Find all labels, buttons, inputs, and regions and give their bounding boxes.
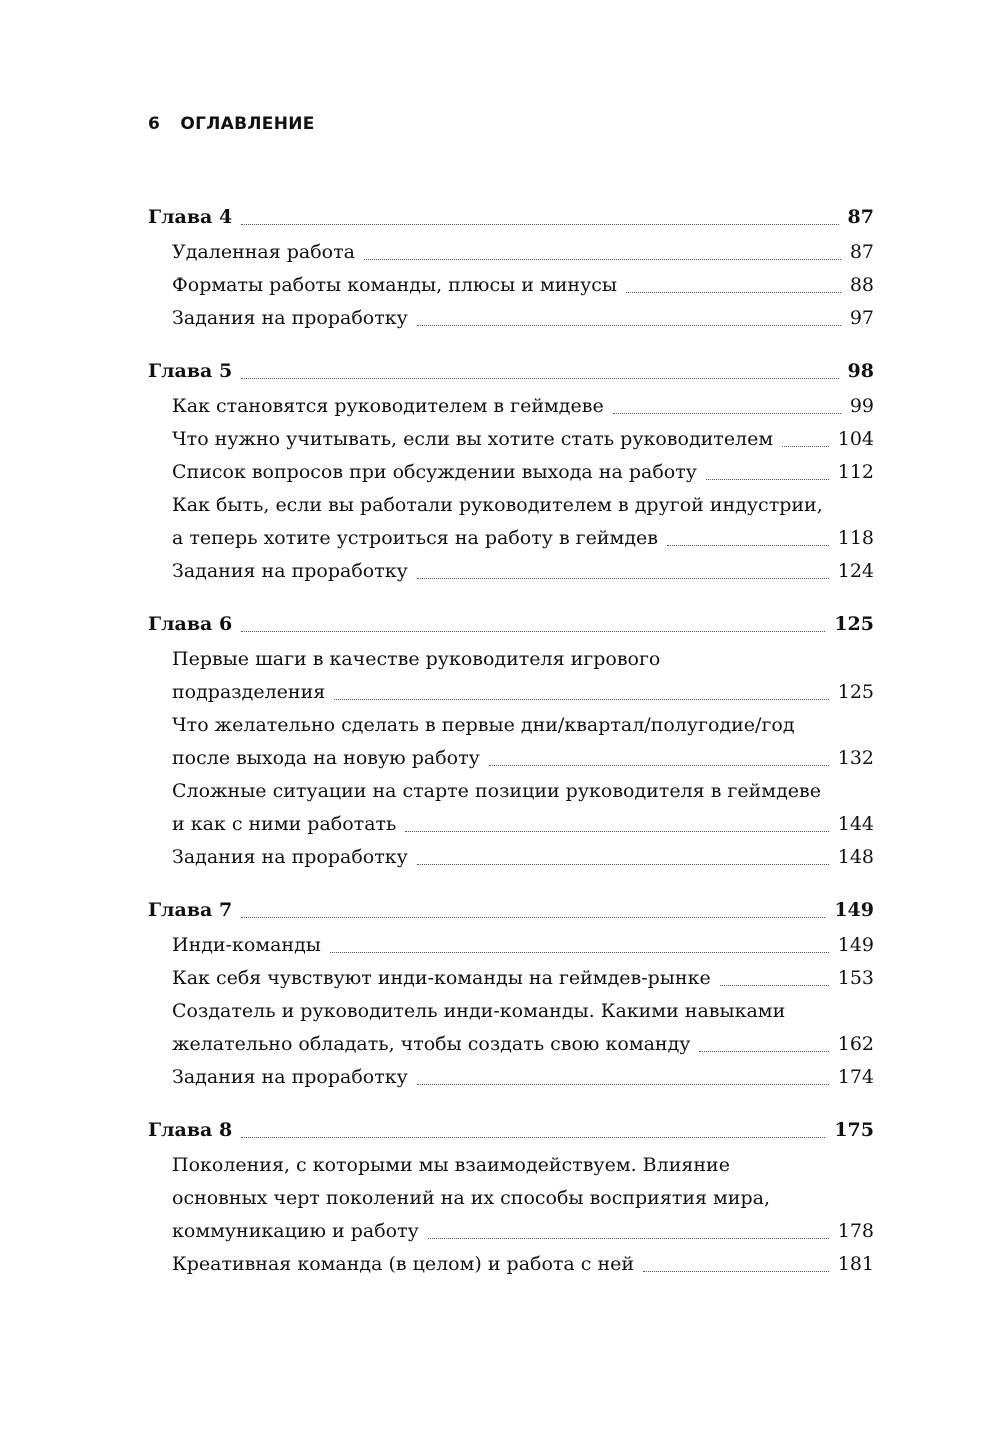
entry-title-line: Первые шаги в качестве руководителя игрового bbox=[172, 648, 661, 670]
entry-title: коммуникацию и работу bbox=[172, 1220, 419, 1242]
chapter-heading[interactable] bbox=[148, 200, 874, 234]
entry-page-number: 162 bbox=[837, 1033, 874, 1055]
toc-entry[interactable] bbox=[148, 841, 874, 874]
entry-row bbox=[148, 236, 874, 269]
entry-page-number: 148 bbox=[837, 846, 874, 868]
toc-entry[interactable] bbox=[148, 1149, 874, 1248]
dot-leader bbox=[364, 259, 841, 260]
dot-leader bbox=[241, 224, 838, 225]
entry-row bbox=[148, 456, 874, 489]
entry-title: Задания на проработку bbox=[172, 846, 408, 868]
toc-entry[interactable] bbox=[148, 962, 874, 995]
entry-title-line: Сложные ситуации на старте позиции руководителя в геймдеве bbox=[172, 780, 821, 802]
entry-page-number: 153 bbox=[837, 967, 874, 989]
entry-title: и как с ними работать bbox=[172, 813, 397, 835]
toc-entry[interactable] bbox=[148, 555, 874, 588]
toc-entry[interactable] bbox=[148, 390, 874, 423]
entry-title-line: Как быть, если вы работали руководителем в другой индустрии, bbox=[172, 494, 823, 516]
entry-title: Форматы работы команды, плюсы и минусы bbox=[172, 274, 618, 296]
entry-title: Инди-команды bbox=[172, 934, 321, 956]
entry-title: Как становятся руководителем в геймдеве bbox=[172, 395, 604, 417]
dot-leader bbox=[643, 1271, 829, 1272]
chapter-section bbox=[148, 200, 874, 335]
chapter-heading[interactable] bbox=[148, 1113, 874, 1147]
entry-row bbox=[148, 1061, 874, 1094]
chapter-page-number: 149 bbox=[834, 899, 874, 921]
entry-title: Что нужно учитывать, если вы хотите стать руководителем bbox=[172, 428, 774, 450]
entry-row bbox=[148, 1028, 874, 1061]
dot-leader bbox=[613, 413, 841, 414]
toc-entry[interactable] bbox=[148, 302, 874, 335]
entry-title: Как себя чувствуют инди-команды на геймдев-рынке bbox=[172, 967, 711, 989]
entry-page-number: 97 bbox=[849, 307, 874, 329]
entry-page-number: 178 bbox=[837, 1220, 874, 1242]
entry-row bbox=[148, 742, 874, 775]
page-title: ОГЛАВЛЕНИЕ bbox=[180, 114, 315, 134]
entry-title: подразделения bbox=[172, 681, 326, 703]
entry-row bbox=[148, 929, 874, 962]
entry-title: Задания на проработку bbox=[172, 307, 408, 329]
dot-leader bbox=[417, 1084, 829, 1085]
entry-page-number: 181 bbox=[837, 1253, 874, 1275]
dot-leader bbox=[667, 545, 829, 546]
entry-page-number: 104 bbox=[837, 428, 874, 450]
entry-page-number: 118 bbox=[837, 527, 874, 549]
dot-leader bbox=[417, 578, 829, 579]
chapter-heading[interactable] bbox=[148, 354, 874, 388]
entry-row bbox=[148, 555, 874, 588]
entry-page-number: 132 bbox=[837, 747, 874, 769]
entry-page-number: 87 bbox=[849, 241, 874, 263]
entry-page-number: 144 bbox=[837, 813, 874, 835]
chapter-heading[interactable] bbox=[148, 607, 874, 641]
entry-row bbox=[148, 1248, 874, 1281]
chapter-section bbox=[148, 1113, 874, 1281]
entry-title: желательно обладать, чтобы создать свою команду bbox=[172, 1033, 691, 1055]
entry-page-number: 99 bbox=[849, 395, 874, 417]
dot-leader bbox=[489, 765, 829, 766]
toc-entry[interactable] bbox=[148, 489, 874, 555]
entry-title-line: основных черт поколений на их способы восприятия мира, bbox=[172, 1187, 770, 1209]
dot-leader bbox=[720, 985, 829, 986]
entry-title: Задания на проработку bbox=[172, 560, 408, 582]
entry-title: Удаленная работа bbox=[172, 241, 355, 263]
entry-page-number: 125 bbox=[837, 681, 874, 703]
toc-entry[interactable] bbox=[148, 775, 874, 841]
entry-page-number: 174 bbox=[837, 1066, 874, 1088]
chapter-label: Глава 5 bbox=[148, 360, 233, 382]
entry-row bbox=[148, 841, 874, 874]
dot-leader bbox=[330, 952, 829, 953]
chapter-label: Глава 6 bbox=[148, 613, 233, 635]
entry-page-number: 88 bbox=[849, 274, 874, 296]
entry-row bbox=[148, 1215, 874, 1248]
entry-row bbox=[148, 390, 874, 423]
dot-leader bbox=[241, 378, 838, 379]
toc-entry[interactable] bbox=[148, 929, 874, 962]
chapter-page-number: 87 bbox=[847, 206, 874, 228]
dot-leader bbox=[699, 1051, 828, 1052]
entry-title-line: Создатель и руководитель инди-команды. Какими навыками bbox=[172, 1000, 786, 1022]
dot-leader bbox=[782, 446, 829, 447]
chapter-page-number: 175 bbox=[834, 1119, 874, 1141]
entry-title-line: Что желательно сделать в первые дни/квартал/полугодие/год bbox=[172, 714, 795, 736]
entry-row bbox=[148, 808, 874, 841]
entry-page-number: 112 bbox=[837, 461, 874, 483]
toc-entry[interactable] bbox=[148, 236, 874, 269]
chapter-label: Глава 8 bbox=[148, 1119, 233, 1141]
dot-leader bbox=[626, 292, 841, 293]
toc-entry[interactable] bbox=[148, 456, 874, 489]
dot-leader bbox=[241, 631, 825, 632]
entry-row bbox=[148, 302, 874, 335]
entry-row bbox=[148, 269, 874, 302]
chapter-page-number: 98 bbox=[847, 360, 874, 382]
entry-title: Креативная команда (в целом) и работа с ней bbox=[172, 1253, 635, 1275]
dot-leader bbox=[706, 479, 829, 480]
chapter-section bbox=[148, 893, 874, 1094]
entry-title: после выхода на новую работу bbox=[172, 747, 480, 769]
dot-leader bbox=[417, 864, 829, 865]
chapter-section bbox=[148, 354, 874, 588]
dot-leader bbox=[405, 831, 828, 832]
entry-title: Задания на проработку bbox=[172, 1066, 408, 1088]
running-head bbox=[148, 114, 315, 134]
chapter-label: Глава 7 bbox=[148, 899, 233, 921]
entry-title: Список вопросов при обсуждении выхода на работу bbox=[172, 461, 697, 483]
entry-title-line: Поколения, с которыми мы взаимодействуем. Влияние bbox=[172, 1154, 730, 1176]
entry-row bbox=[148, 423, 874, 456]
entry-row bbox=[148, 676, 874, 709]
toc-entry[interactable] bbox=[148, 995, 874, 1061]
chapter-page-number: 125 bbox=[834, 613, 874, 635]
toc-entry[interactable] bbox=[148, 423, 874, 456]
toc-entry[interactable] bbox=[148, 643, 874, 709]
toc-entry[interactable] bbox=[148, 1248, 874, 1281]
table-of-contents bbox=[148, 200, 874, 1300]
dot-leader bbox=[241, 1137, 825, 1138]
chapter-section bbox=[148, 607, 874, 874]
entry-row bbox=[148, 962, 874, 995]
entry-row bbox=[148, 522, 874, 555]
page-number: 6 bbox=[148, 114, 161, 134]
dot-leader bbox=[428, 1238, 829, 1239]
dot-leader bbox=[241, 917, 825, 918]
entry-page-number: 124 bbox=[837, 560, 874, 582]
dot-leader bbox=[417, 325, 841, 326]
chapter-heading[interactable] bbox=[148, 893, 874, 927]
entry-page-number: 149 bbox=[837, 934, 874, 956]
dot-leader bbox=[334, 699, 829, 700]
toc-entry[interactable] bbox=[148, 1061, 874, 1094]
chapter-label: Глава 4 bbox=[148, 206, 233, 228]
toc-entry[interactable] bbox=[148, 269, 874, 302]
entry-title: а теперь хотите устроиться на работу в геймдев bbox=[172, 527, 658, 549]
toc-entry[interactable] bbox=[148, 709, 874, 775]
